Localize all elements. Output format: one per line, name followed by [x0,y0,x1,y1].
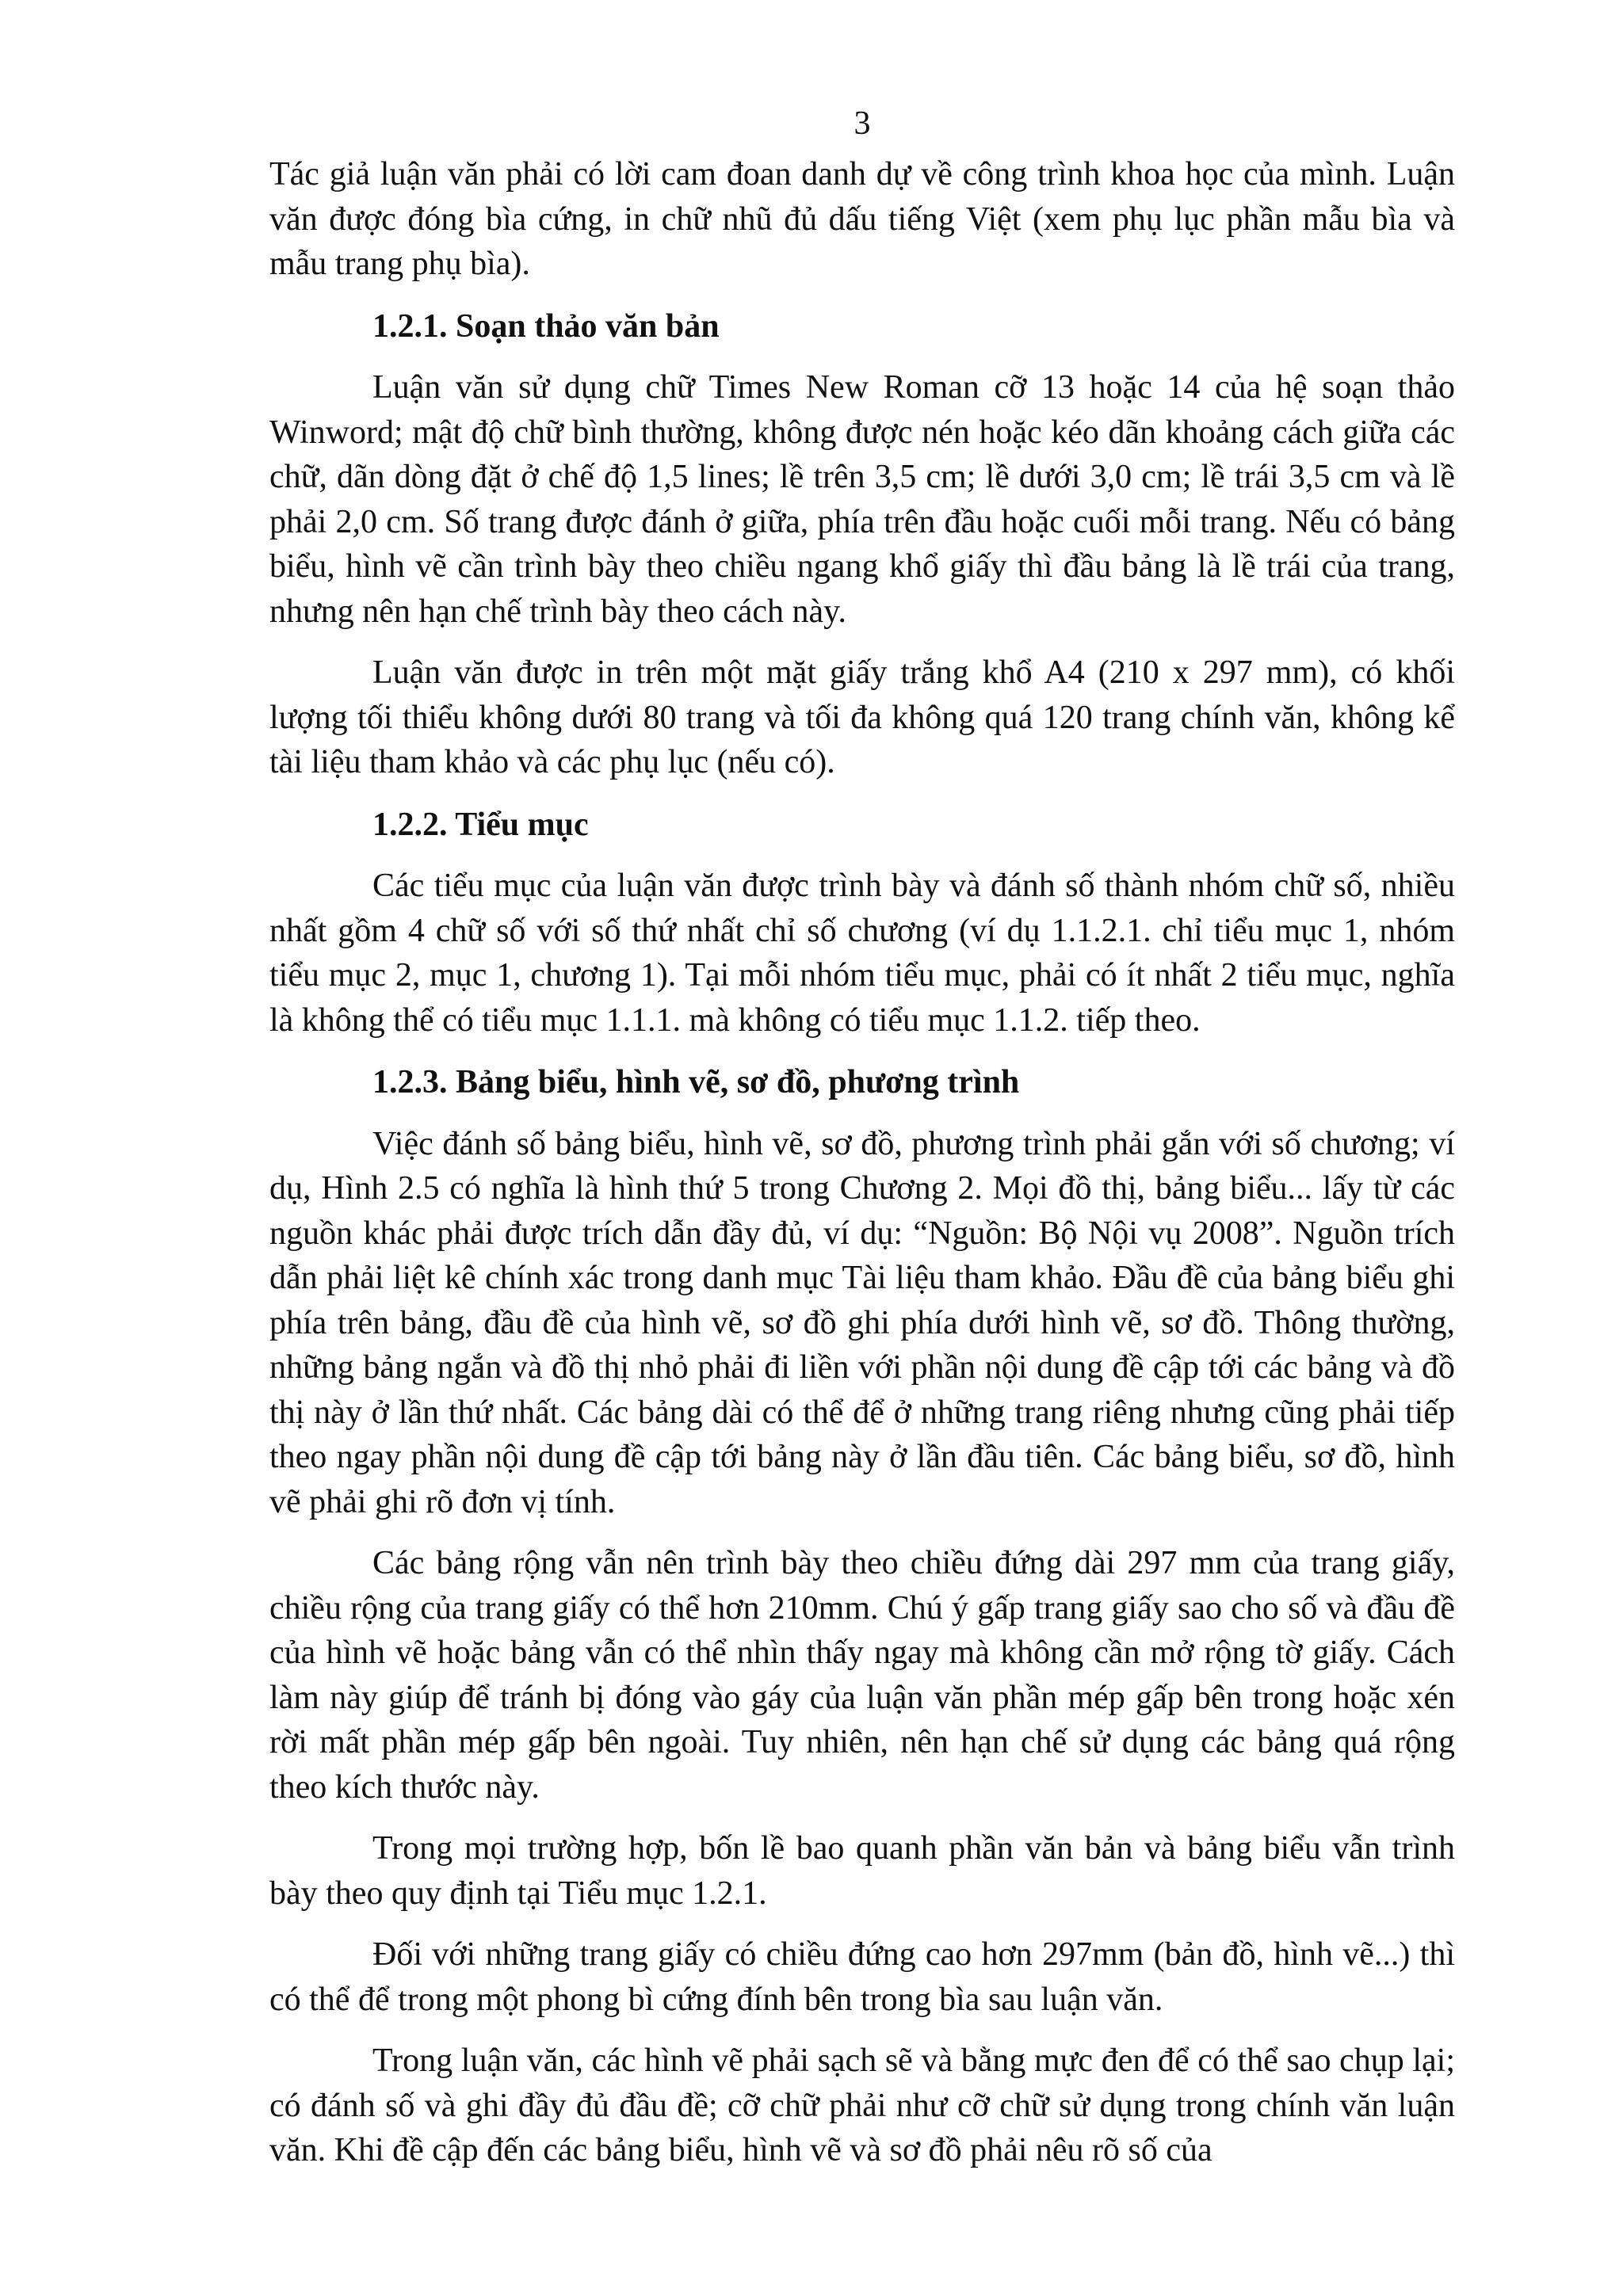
section-heading: 1.2.2. Tiểu mục [372,806,589,843]
body-paragraph: Tác giả luận văn phải có lời cam đoan danh dự về công trình khoa học của mình. Luận văn được đóng bìa cứng, in chữ nhũ đủ dấu tiếng Việt (xem phụ lục phần mẫu bìa và mẫu trang phụ bìa). [269,156,1455,282]
body-paragraph: Trong mọi trường hợp, bốn lề bao quanh phần văn bản và bảng biểu vẫn trình bày theo quy định tại Tiểu mục 1.2.1. [269,1830,1455,1912]
document-body [269,152,1455,2173]
body-paragraph: Việc đánh số bảng biểu, hình vẽ, sơ đồ, phương trình phải gắn với số chương; ví dụ, Hình 2.5 có nghĩa là hình thứ 5 trong Chương 2. Mọi đồ thị, bảng biểu... lấy từ các nguồn khác phải được trích dẫn đầy đủ, ví dụ: “Nguồn: Bộ Nội vụ 2008”. Nguồn trích dẫn phải liệt kê chính xác trong danh mục Tài liệu tham khảo. Đầu đề của bảng biểu ghi phía trên bảng, đầu đề của hình vẽ, sơ đồ ghi phía dưới hình vẽ, sơ đồ. Thông thường, những bảng ngắn và đồ thị nhỏ phải đi liền với phần nội dung đề cập tới các bảng và đồ thị này ở lần thứ nhất. Các bảng dài có thể để ở những trang riêng nhưng cũng phải tiếp theo ngay phần nội dung đề cập tới bảng này ở lần đầu tiên. Các bảng biểu, sơ đồ, hình vẽ phải ghi rõ đơn vị tính. [269,1125,1455,1520]
body-paragraph: Các tiểu mục của luận văn được trình bày và đánh số thành nhóm chữ số, nhiều nhất gồm 4 chữ số với số thứ nhất chỉ số chương (ví dụ 1.1.2.1. chỉ tiểu mục 1, nhóm tiểu mục 2, mục 1, chương 1). Tại mỗi nhóm tiểu mục, phải có ít nhất 2 tiểu mục, nghĩa là không thể có tiểu mục 1.1.1. mà không có tiểu mục 1.1.2. tiếp theo. [269,868,1455,1039]
document-page [269,101,1455,2173]
body-paragraph: Luận văn được in trên một mặt giấy trắng khổ A4 (210 x 297 mm), có khối lượng tối thiểu không dưới 80 trang và tối đa không quá 120 trang chính văn, không kể tài liệu tham khảo và các phụ lục (nếu có). [269,654,1455,780]
page-number: 3 [854,105,871,142]
body-paragraph: Đối với những trang giấy có chiều đứng cao hơn 297mm (bản đồ, hình vẽ...) thì có thể để trong một phong bì cứng đính bên trong bìa sau luận văn. [269,1936,1455,2018]
body-paragraph: Trong luận văn, các hình vẽ phải sạch sẽ và bằng mực đen để có thể sao chụp lại; có đánh số và ghi đầy đủ đầu đề; cỡ chữ phải như cỡ chữ sử dụng trong chính văn luận văn. Khi đề cập đến các bảng biểu, hình vẽ và sơ đồ phải nêu rõ số của [269,2042,1455,2168]
body-paragraph: Luận văn sử dụng chữ Times New Roman cỡ 13 hoặc 14 của hệ soạn thảo Winword; mật độ chữ bình thường, không được nén hoặc kéo dãn khoảng cách giữa các chữ, dãn dòng đặt ở chế độ 1,5 lines; lề trên 3,5 cm; lề dưới 3,0 cm; lề trái 3,5 cm và lề phải 2,0 cm. Số trang được đánh ở giữa, phía trên đầu hoặc cuối mỗi trang. Nếu có bảng biểu, hình vẽ cần trình bày theo chiều ngang khổ giấy thì đầu bảng là lề trái của trang, nhưng nên hạn chế trình bày theo cách này. [269,369,1455,630]
body-paragraph: Các bảng rộng vẫn nên trình bày theo chiều đứng dài 297 mm của trang giấy, chiều rộng của trang giấy có thể hơn 210mm. Chú ý gấp trang giấy sao cho số và đầu đề của hình vẽ hoặc bảng vẫn có thể nhìn thấy ngay mà không cần mở rộng tờ giấy. Cách làm này giúp để tránh bị đóng vào gáy của luận văn phần mép gấp bên trong hoặc xén rời mất phần mép gấp bên ngoài. Tuy nhiên, nên hạn chế sử dụng các bảng quá rộng theo kích thước này. [269,1545,1455,1806]
section-heading: 1.2.1. Soạn thảo văn bản [372,307,720,345]
section-heading: 1.2.3. Bảng biểu, hình vẽ, sơ đồ, phương trình [372,1064,1020,1100]
